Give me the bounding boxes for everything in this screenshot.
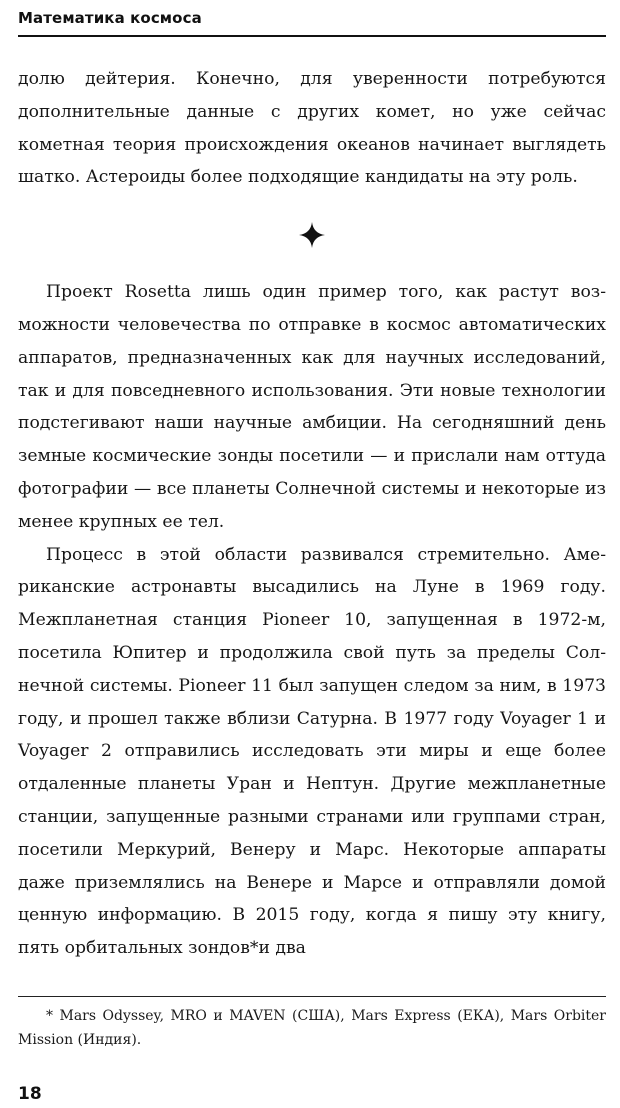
four-pointed-star-icon	[299, 222, 325, 248]
body-text	[18, 63, 606, 965]
paragraph-space-probes: Процесс в этой области развивался стремительно. Американские астронавты высадились на Луне в 1969 году. Межпланетная станция Pioneer 10, запущенная в 1972-м, посетила Юпитер и продолжила свой путь за пределы Солнечной системы. Pioneer 11 был запущен следом за ним, в 1973 году, и прошел также вблизи Сатурна. В 1977 году Voyager 1 и Voyager 2 отправились исследовать эти миры и еще более отдаленные планеты Уран и Нептун. Другие межпланетные станции, запущенные разными странами или группами стран, посетили Меркурий, Венеру и Марс. Некоторые аппараты даже приземлялись на Венере и Марсе и отправляли домой ценную информацию. В 2015 году, когда я пишу эту книгу, пять орбитальных зондов*и два	[18, 544, 606, 959]
paragraph-rosetta: Проект Rosetta лишь один пример того, как растут возможности человечества по отправке в космос автоматических аппаратов, предназначенных как для научных исследований, так и для повседневного использования. Эти новые технологии подстегивают наши научные амбиции. На сегодняшний день земные космические зонды посетили — и прислали нам оттуда фотографии — все планеты Солнечной системы и некоторые из менее крупных ее тел.	[18, 282, 606, 532]
paragraph-continuation: долю дейтерия. Конечно, для уверенности потребуются дополнительные данные с других комет, но уже сейчас кометная теория происхождения океанов начинает выглядеть шатко. Астероиды более подходящие кандидаты на эту роль.	[18, 69, 606, 188]
header-rule	[18, 35, 606, 37]
page-number: 18	[18, 1084, 42, 1104]
section-divider	[18, 194, 606, 276]
running-head: Математика космоса	[18, 9, 202, 27]
footnote: * Mars Odyssey, MRO и MAVEN (США), Mars Express (ЕКА), Mars Orbiter Mission (Индия).	[18, 1008, 606, 1048]
footnote-rule	[18, 996, 606, 997]
